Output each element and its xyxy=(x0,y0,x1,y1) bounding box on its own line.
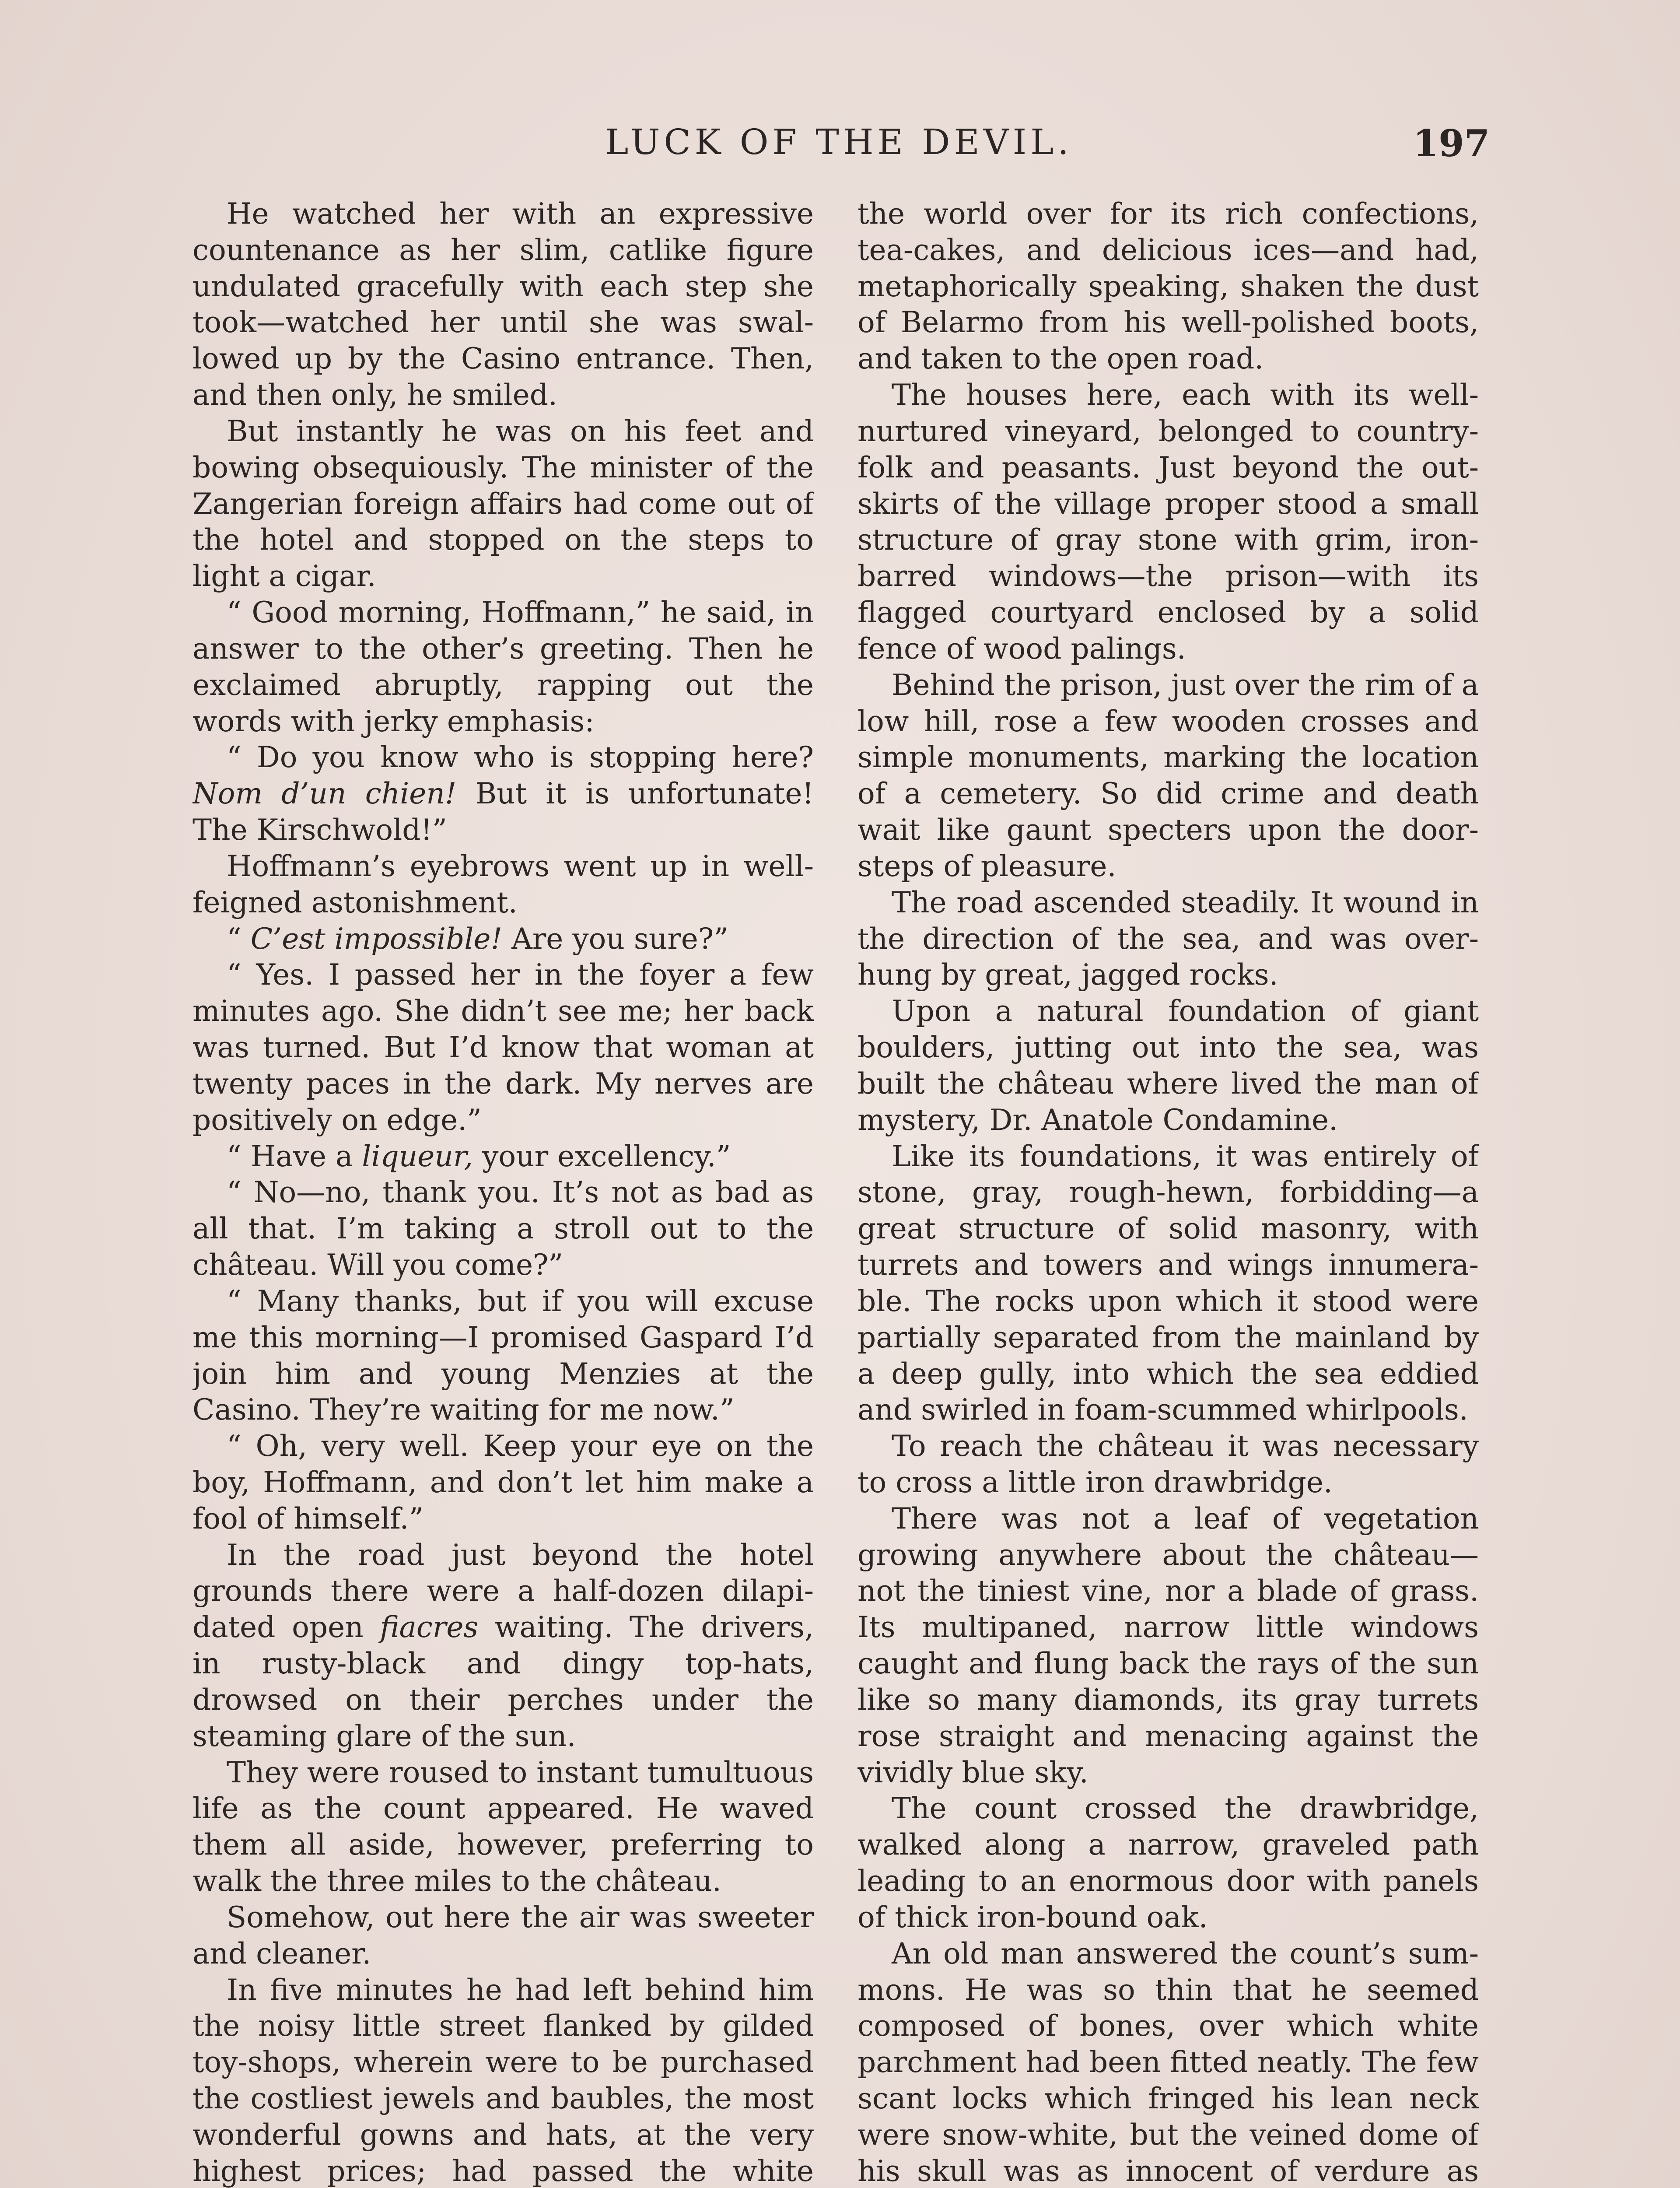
paragraph: Like its foundations, it was entirely of stone, gray, rough-hewn, forbidding—a great structure of solid masonry, with turrets and towers and wings innumerable. The rocks upon which it stood were partially separated from the mainland by a deep gully, into which the sea eddied and swirled in foam-scummed whirlpools. xyxy=(858,1139,1479,1427)
text-run: your excellency.” xyxy=(482,1139,731,1173)
paragraph: The road ascended steadily. It wound in the direction of the sea, and was overhung by great, jagged rocks. xyxy=(858,885,1479,992)
paragraph: Behind the prison, just over the rim of a low hill, rose a few wooden crosses and simple monuments, marking the location of a cemetery. So did crime and death wait like gaunt specters upon the door-steps of pleasure. xyxy=(858,668,1479,883)
italic-phrase: C’est impossible! xyxy=(250,922,503,956)
right-column xyxy=(858,196,1479,2188)
paragraph: But instantly he was on his feet and bowing obsequiously. The minister of the Zangerian foreign affairs had come out of the hotel and stopped on the steps to light a cigar. xyxy=(192,414,814,593)
paragraph: “ Good morning, Hoffmann,” he said, in answer to the other’s greeting. Then he exclaimed abruptly, rapping out the words with jerky emphasis: xyxy=(192,596,814,738)
paragraph xyxy=(192,740,814,848)
paragraph: To reach the château it was necessary to cross a little iron drawbridge. xyxy=(858,1429,1479,1499)
paragraph: He watched her with an expressive countenance as her slim, catlike figure undulated gracefully with each step she took—watched her until she was swallowed up by the Casino entrance. Then, and then only, he smiled. xyxy=(192,197,814,412)
paragraph: The count crossed the drawbridge, walked along a narrow, graveled path leading to an enormous door with panels of thick iron-bound oak. xyxy=(858,1792,1479,1934)
italic-phrase: fiacres xyxy=(380,1610,479,1645)
text-run: waiting. The drivers, in rusty-black and dingy top-hats, drowsed on their perches under the steaming glare of the sun. xyxy=(192,1610,814,1753)
text-run: “ Have a xyxy=(227,1139,353,1173)
page-header xyxy=(188,122,1490,170)
paragraph: They were roused to instant tumultuous life as the count appeared. He waved them all aside, however, preferring to walk the three miles to the château. xyxy=(192,1755,814,1898)
paragraph xyxy=(192,921,814,957)
paragraph: In five minutes he had left behind him the noisy little street flanked by gilded toy-shops, wherein were to be purchased the costliest jewels and baubles, the most wonderful gowns and hats, at the very highest prices; had passed the white xyxy=(192,1973,814,2188)
paragraph: “ No—no, thank you. It’s not as bad as all that. I’m taking a stroll out to the château. Will you come?” xyxy=(192,1175,814,1282)
text-run: Are you sure?” xyxy=(511,922,728,956)
italic-phrase: Nom d’un chien! xyxy=(192,777,457,811)
text-run: In the road just beyond the hotel grounds there were a half-dozen dilapidated open xyxy=(192,1538,814,1645)
paragraph: Somehow, out here the air was sweeter and cleaner. xyxy=(192,1900,814,1971)
running-title: LUCK OF THE DEVIL. xyxy=(605,122,1073,162)
paragraph: Hoffmann’s eyebrows went up in well-feigned astonishment. xyxy=(192,849,814,919)
text-run: But it is unfortunate! The Kirschwold!” xyxy=(192,777,814,847)
paragraph: Upon a natural foundation of giant boulders, jutting out into the sea, was built the château where lived the man of mystery, Dr. Anatole Condamine. xyxy=(858,994,1479,1137)
paragraph xyxy=(192,1139,814,1175)
page-number: 197 xyxy=(1413,122,1490,165)
paragraph: “ Many thanks, but if you will excuse me this morning—I promised Gaspard I’d join him and young Menzies at the Casino. They’re waiting for me now.” xyxy=(192,1284,814,1427)
left-column xyxy=(192,196,814,2188)
italic-phrase: liqueur, xyxy=(362,1139,473,1173)
paragraph: “ Yes. I passed her in the foyer a few minutes ago. She didn’t see me; her back was turned. But I’d know that woman at twenty paces in the dark. My nerves are positively on edge.” xyxy=(192,958,814,1137)
paragraph: There was not a leaf of vegetation growing anywhere about the château—not the tiniest vine, nor a blade of grass. Its multipaned, narrow little windows caught and flung back the rays of the sun like so many diamonds, its gray turrets rose straight and menacing against the vividly blue sky. xyxy=(858,1501,1479,1789)
paragraph: The houses here, each with its well-nurtured vineyard, belonged to countryfolk and peasants. Just beyond the outskirts of the village proper stood a small structure of gray stone with grim, iron-barred windows—the prison—with its flagged courtyard enclosed by a solid fence of wood palings. xyxy=(858,378,1479,666)
text-run: “ Do you know who is stopping here? xyxy=(227,740,814,775)
text-run: “ xyxy=(227,922,242,956)
paragraph: An old man answered the count’s summons. He was so thin that he seemed composed of bones, over which white parchment had been fitted neatly. The few scant locks which fringed his lean neck were snow-white, but the veined dome of his skull was as innocent of verdure as xyxy=(858,1936,1479,2188)
paragraph xyxy=(192,1537,814,1755)
paragraph-continued: the world over for its rich confections, tea-cakes, and delicious ices—and had, metaphorically speaking, shaken the dust of Belarmo from his well-polished boots, and taken to the open road. xyxy=(858,197,1479,376)
paragraph: “ Oh, very well. Keep your eye on the boy, Hoffmann, and don’t let him make a fool of himself.” xyxy=(192,1429,814,1536)
